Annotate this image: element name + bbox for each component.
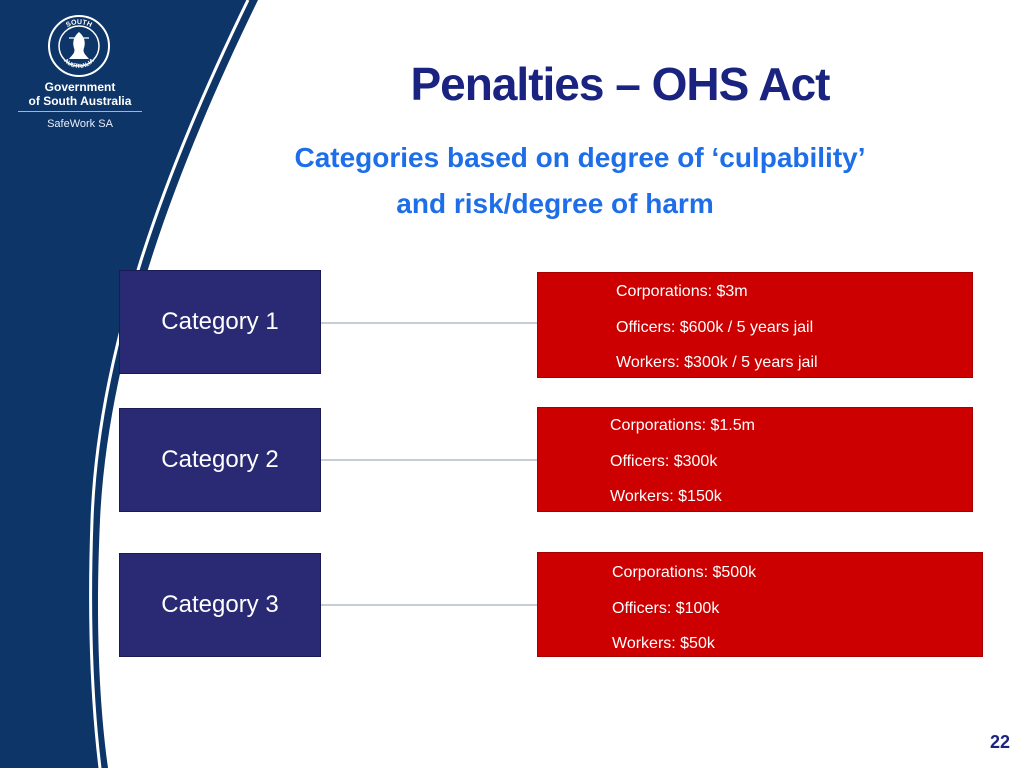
category-2-penalties	[537, 407, 973, 512]
category-3-box: Category 3	[119, 553, 321, 657]
page-number: 22	[989, 732, 1010, 752]
penalty-workers: Workers: $150k	[610, 488, 722, 505]
slide-subtitle-line1: Categories based on degree of ‘culpability’	[294, 142, 866, 173]
penalty-officers: Officers: $300k	[610, 453, 718, 470]
category-2-box: Category 2	[119, 408, 321, 512]
slide-subtitle-line2: and risk/degree of harm	[396, 188, 714, 219]
penalty-workers: Workers: $50k	[612, 635, 715, 652]
penalty-corporations: Corporations: $3m	[616, 283, 748, 300]
category-3-penalties	[537, 552, 983, 657]
category-1-connector	[321, 322, 538, 324]
penalty-corporations: Corporations: $1.5m	[610, 417, 755, 434]
penalty-corporations: Corporations: $500k	[612, 564, 757, 581]
logo-divider	[18, 111, 142, 112]
category-1-penalties	[537, 272, 973, 378]
penalty-officers: Officers: $600k / 5 years jail	[616, 319, 814, 336]
penalty-workers: Workers: $300k / 5 years jail	[616, 354, 818, 371]
slide-title: Penalties – OHS Act	[410, 58, 830, 110]
penalty-officers: Officers: $100k	[612, 600, 720, 617]
category-1-box: Category 1	[119, 270, 321, 374]
agency-label: SafeWork SA	[47, 118, 113, 130]
category-3-connector	[321, 604, 538, 606]
state-label: of South Australia	[28, 94, 132, 108]
government-label: Government	[44, 80, 116, 94]
category-2-connector	[321, 459, 538, 461]
svg-text:AUSTRALIA: AUSTRALIA	[62, 58, 96, 71]
government-logo	[0, 0, 170, 150]
south-australia-seal-icon	[47, 14, 111, 78]
svg-text:SOUTH: SOUTH	[65, 18, 93, 30]
